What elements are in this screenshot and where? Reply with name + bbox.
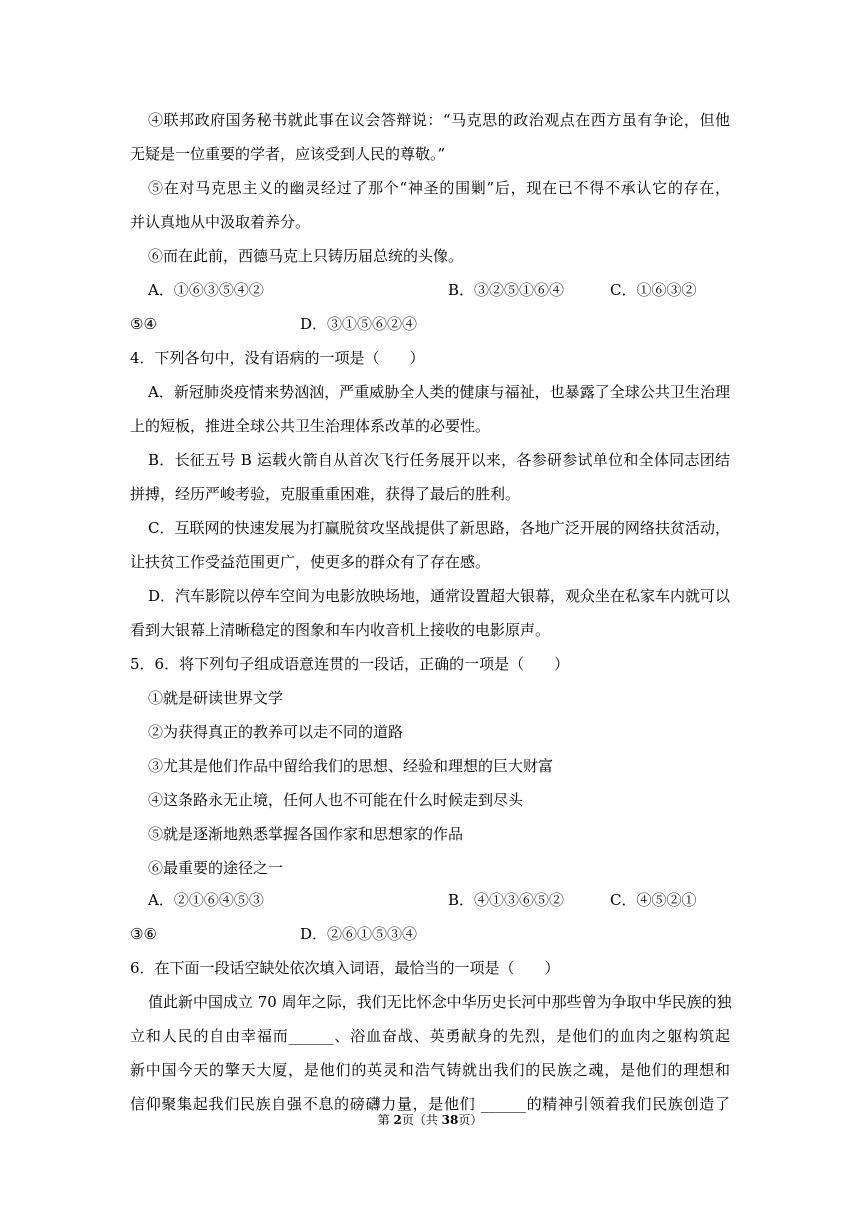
footer-prefix: 第 <box>377 1113 394 1127</box>
q4-option-b-line2: 拼搏，经历严峻考验，克服重重困难，获得了最后的胜利。 <box>130 485 521 503</box>
q5-option-d: D．②⑥①⑤③④ <box>300 925 418 943</box>
q3-item-6: ⑥而在此前，西德马克上只铸历届总统的头像。 <box>148 247 464 265</box>
q4-option-a-line1: A．新冠肺炎疫情来势汹汹，严重威胁全人类的健康与福祉，也暴露了全球公共卫生治理 <box>148 383 730 401</box>
q4-option-b-line1: B．长征五号 B 运载火箭自从首次飞行任务展开以来，各参研参试单位和全体同志团结 <box>148 451 730 469</box>
q6-passage-line4: 信仰聚集起我们民族自强不息的磅礴力量，是他们 ______的精神引领着我们民族创造了 <box>130 1095 730 1113</box>
q3-item-5-line1: ⑤在对马克思主义的幽灵经过了那个“神圣的围剿”后，现在已不得不承认它的存在， <box>148 179 730 197</box>
q5-item: ①就是研读世界文学 <box>148 689 284 707</box>
q5-item: ③尤其是他们作品中留给我们的思想、经验和理想的巨大财富 <box>148 757 554 775</box>
q5-stem: 5．6．将下列句子组成语意连贯的一段话，正确的一项是（ ） <box>130 655 570 673</box>
q5-item: ⑥最重要的途径之一 <box>148 859 284 877</box>
q4-option-a-line2: 上的短板，推进全球公共卫生治理体系改革的必要性。 <box>130 417 491 435</box>
q4-option-d-line2: 看到大银幕上清晰稳定的图象和车内收音机上接收的电影原声。 <box>130 621 551 639</box>
q4-option-d-line1: D．汽车影院以停车空间为电影放映场地，通常设置超大银幕，观众坐在私家车内就可以 <box>148 587 731 605</box>
q5-option-c-part1: C．④⑤②① <box>610 891 697 909</box>
q5-option-c-part2: ③⑥ <box>130 925 157 943</box>
q5-item: ④这条路永无止境，任何人也不可能在什么时候走到尽头 <box>148 791 524 809</box>
q4-stem: 4．下列各句中，没有语病的一项是（ ） <box>130 349 425 367</box>
q5-option-a: A．②①⑥④⑤③ <box>148 891 264 909</box>
q4-option-c-line2: 让扶贫工作受益范围更广，使更多的群众有了存在感。 <box>130 553 491 571</box>
q3-item-5-line2: 并认真地从中汲取着养分。 <box>130 213 311 231</box>
q6-passage-line2: 立和人民的自由幸福而______、浴血奋战、英勇献身的先烈，是他们的血肉之躯构筑起 <box>130 1027 730 1045</box>
q4-option-c-line1: C．互联网的快速发展为打赢脱贫攻坚战提供了新思路，各地广泛开展的网络扶贫活动， <box>148 519 730 537</box>
footer-suffix: 页） <box>458 1113 483 1127</box>
q3-option-d: D．③①⑤⑥②④ <box>300 315 418 333</box>
q3-option-a: A．①⑥③⑤④② <box>148 281 264 299</box>
q3-item-4-line1: ④联邦政府国务秘书就此事在议会答辩说：“马克思的政治观点在西方虽有争论，但他 <box>148 111 730 129</box>
q3-option-b: B．③②⑤①⑥④ <box>448 281 565 299</box>
footer-middle: 页（共 <box>401 1113 442 1127</box>
total-page-count: 38 <box>441 1113 459 1127</box>
page-footer <box>0 1112 860 1128</box>
q6-stem: 6．在下面一段话空缺处依次填入词语，最恰当的一项是（ ） <box>130 959 560 977</box>
q6-passage-line3: 新中国今天的擎天大厦，是他们的英灵和浩气铸就出我们的民族之魂，是他们的理想和 <box>130 1061 730 1079</box>
q5-item: ②为获得真正的教养可以走不同的道路 <box>148 723 404 741</box>
q5-item: ⑤就是逐渐地熟悉掌握各国作家和思想家的作品 <box>148 825 464 843</box>
q6-passage-line1: 值此新中国成立 70 周年之际，我们无比怀念中华历史长河中那些曾为争取中华民族的独 <box>148 993 732 1011</box>
q3-option-c-part2: ⑤④ <box>130 315 157 333</box>
q3-option-c-part1: C．①⑥③② <box>610 281 697 299</box>
current-page-number: 2 <box>393 1113 402 1127</box>
q3-item-4-line2: 无疑是一位重要的学者，应该受到人民的尊敬。” <box>130 145 446 163</box>
q5-option-b: B．④①③⑥⑤② <box>448 891 565 909</box>
